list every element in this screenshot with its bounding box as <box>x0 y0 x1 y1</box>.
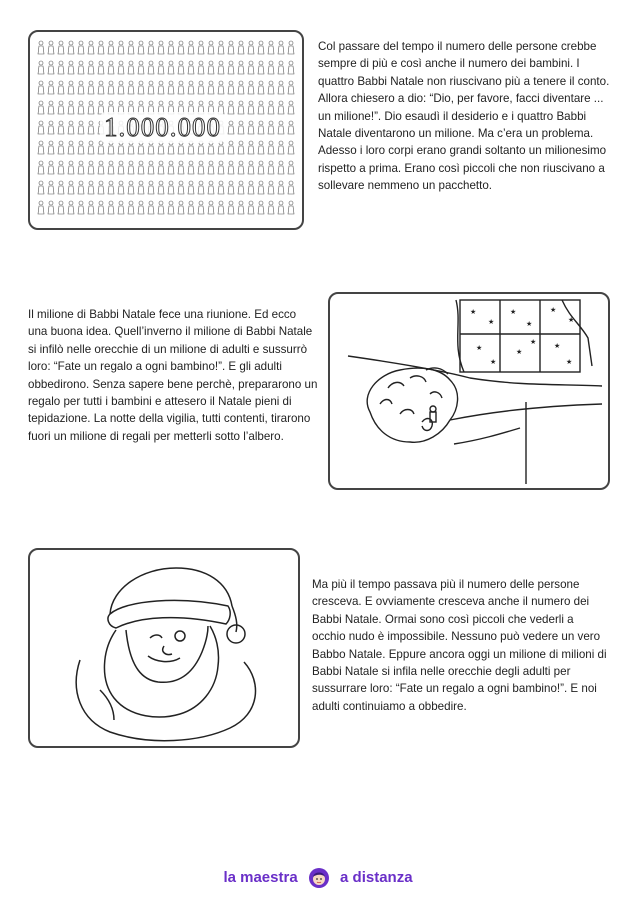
brand-left-text: la maestra <box>223 868 298 886</box>
tiny-santa-figure <box>248 181 254 194</box>
tiny-santa-figure <box>68 141 74 154</box>
tiny-santa-figure <box>88 61 94 74</box>
tiny-santa-figure <box>48 41 54 54</box>
tiny-santa-figure <box>118 61 124 74</box>
tiny-santa-figure <box>108 201 114 214</box>
tiny-santa-figure <box>98 201 104 214</box>
tiny-santa-figure <box>188 81 194 94</box>
svg-text:★: ★ <box>476 344 483 352</box>
tiny-santa-figure <box>248 141 254 154</box>
tiny-santa-figure <box>168 41 174 54</box>
tiny-santa-figure <box>158 161 164 174</box>
tiny-santa-figure <box>38 141 44 154</box>
tiny-santa-figure <box>228 101 234 114</box>
tiny-santa-figure <box>238 41 244 54</box>
sleeping-adult-illustration <box>328 292 610 490</box>
tiny-santa-figure <box>188 181 194 194</box>
tiny-santa-figure <box>218 41 224 54</box>
tiny-santa-figure <box>208 41 214 54</box>
tiny-santa-figure <box>178 41 184 54</box>
tiny-santa-figure <box>198 201 204 214</box>
tiny-santa-figure <box>148 201 154 214</box>
tiny-santa-figure <box>268 101 274 114</box>
tiny-santa-figure <box>238 141 244 154</box>
tiny-santa-figure <box>98 141 104 154</box>
tiny-santa-figure <box>98 81 104 94</box>
tiny-santa-figure <box>138 161 144 174</box>
tiny-santa-figure <box>238 81 244 94</box>
tiny-santa-figure <box>118 201 124 214</box>
tiny-santa-figure <box>178 61 184 74</box>
tiny-santa-figure <box>158 181 164 194</box>
svg-text:★: ★ <box>530 338 537 346</box>
tiny-santa-figure <box>288 41 294 54</box>
tiny-santa-figure <box>288 121 294 134</box>
tiny-santa-figure <box>48 81 54 94</box>
svg-text:★: ★ <box>490 358 497 366</box>
tiny-santa-figure <box>168 201 174 214</box>
tiny-santa-figure <box>268 201 274 214</box>
tiny-santa-figure <box>58 61 64 74</box>
tiny-santa-figure <box>268 181 274 194</box>
svg-text:★: ★ <box>550 306 557 314</box>
tiny-santa-figure <box>98 61 104 74</box>
tiny-santa-figure <box>248 61 254 74</box>
tiny-santa-figure <box>38 181 44 194</box>
tiny-santa-figure <box>128 61 134 74</box>
tiny-santa-figure <box>48 181 54 194</box>
tiny-santa-figure <box>238 161 244 174</box>
tiny-santa-figure <box>48 161 54 174</box>
tiny-santa-figure <box>138 181 144 194</box>
tiny-santa-figure <box>78 201 84 214</box>
tiny-santa-figure <box>208 201 214 214</box>
tiny-santa-figure <box>288 81 294 94</box>
tiny-santa-figure <box>198 41 204 54</box>
tiny-santa-figure <box>48 141 54 154</box>
tiny-santa-figure <box>278 161 284 174</box>
tiny-santa-figure <box>218 61 224 74</box>
tiny-santa-figure <box>278 41 284 54</box>
tiny-santa-figure <box>208 61 214 74</box>
tiny-santa-figure <box>68 61 74 74</box>
tiny-santa-figure <box>48 121 54 134</box>
tiny-santa-figure <box>128 41 134 54</box>
tiny-santa-figure <box>68 201 74 214</box>
tiny-santa-figure <box>148 41 154 54</box>
tiny-santa-figure <box>58 121 64 134</box>
tiny-santa-figure <box>58 41 64 54</box>
tiny-santa-figure <box>78 161 84 174</box>
tiny-santa-figure <box>68 181 74 194</box>
tiny-santa-figure <box>118 181 124 194</box>
tiny-santa-figure <box>208 81 214 94</box>
tiny-santa-figure <box>258 121 264 134</box>
million-santas-illustration <box>28 30 304 230</box>
tiny-santa-figure <box>268 61 274 74</box>
tiny-santa-figure <box>48 201 54 214</box>
tiny-santa-figure <box>68 81 74 94</box>
tiny-santa-figure <box>38 81 44 94</box>
tiny-santa-figure <box>58 141 64 154</box>
tiny-santa-figure <box>138 41 144 54</box>
tiny-santa-figure <box>218 181 224 194</box>
tiny-santa-figure <box>138 201 144 214</box>
tiny-santa-figure <box>38 161 44 174</box>
tiny-santa-figure <box>248 121 254 134</box>
tiny-santa-figure <box>218 201 224 214</box>
tiny-santa-figure <box>228 201 234 214</box>
svg-text:★: ★ <box>554 342 561 350</box>
tiny-santa-figure <box>268 121 274 134</box>
tiny-santa-figure <box>198 181 204 194</box>
tiny-santa-figure <box>38 61 44 74</box>
tiny-santa-figure <box>138 61 144 74</box>
tiny-santa-figure <box>68 41 74 54</box>
tiny-santa-figure <box>228 81 234 94</box>
tiny-santa-figure <box>148 181 154 194</box>
tiny-santa-figure <box>78 121 84 134</box>
tiny-santa-figure <box>228 181 234 194</box>
tiny-santa-figure <box>158 61 164 74</box>
tiny-santa-figure <box>78 61 84 74</box>
tiny-santa-figure <box>98 41 104 54</box>
tiny-santa-figure <box>168 81 174 94</box>
tiny-santa-figure <box>198 161 204 174</box>
tiny-santa-figure <box>38 101 44 114</box>
tiny-santa-figure <box>268 81 274 94</box>
tiny-santa-figure <box>68 121 74 134</box>
tiny-santa-figure <box>238 121 244 134</box>
tiny-santa-figure <box>88 141 94 154</box>
tiny-santa-figure <box>88 41 94 54</box>
tiny-santa-figure <box>58 81 64 94</box>
tiny-santa-figure <box>258 61 264 74</box>
tiny-santa-figure <box>228 161 234 174</box>
tiny-santa-figure <box>48 101 54 114</box>
tiny-santa-figure <box>78 141 84 154</box>
svg-text:★: ★ <box>568 316 575 324</box>
tiny-santa-figure <box>188 161 194 174</box>
tiny-santa-figure <box>258 201 264 214</box>
tiny-santa-figure <box>258 101 264 114</box>
tiny-santa-figure <box>38 201 44 214</box>
tiny-santa-figure <box>148 81 154 94</box>
section2-text: Il milione di Babbi Natale fece una riunione. Ed ecco una buona idea. Quell’inverno il milione di Babbi Natale si infilò nelle orecchie di un milione di adulti e sussurrò loro: “Fate un regalo a ogni bambino!”. E gli adulti obbedirono. Senza sapere bene perchè, prepararono un regalo per tutti i bambini e attesero il Natale pieni di tepidazione. La notte della vigilia, tutti contenti, tirarono fuori un milione di regali per metterli sotto l’albero. <box>28 308 318 443</box>
tiny-santa-figure <box>238 201 244 214</box>
tiny-santa-figure <box>88 101 94 114</box>
section3-text: Ma più il tempo passava più il numero delle persone cresceva. E ovviamente cresceva anche il numero dei Babbi Natale. Ormai sono così piccoli che vederli a occhio nudo è impossibile. Nessuno può vedere un vero Babbo Natale. Eppure ancora oggi un milione di milioni di Babbi Natale si infila nelle orecchie degli adulti per sussurrare loro: “Fate un regalo a ogni bambino!”. E noi adulti continuiamo a obbedire. <box>312 578 607 713</box>
tiny-santa-figure <box>188 41 194 54</box>
tiny-santa-figure <box>58 161 64 174</box>
tiny-santa-figure <box>268 141 274 154</box>
tiny-santa-figure <box>168 61 174 74</box>
svg-text:★: ★ <box>566 358 573 366</box>
tiny-santa-figure <box>228 141 234 154</box>
tiny-santa-figure <box>278 181 284 194</box>
santa-face-illustration <box>28 548 300 748</box>
tiny-santa-figure <box>178 161 184 174</box>
tiny-santa-figure <box>108 61 114 74</box>
tiny-santa-figure <box>118 161 124 174</box>
tiny-santa-figure <box>68 101 74 114</box>
tiny-santa-figure <box>128 161 134 174</box>
tiny-santa-figure <box>278 121 284 134</box>
tiny-santa-figure <box>148 61 154 74</box>
tiny-santa-figure <box>158 201 164 214</box>
tiny-santa-figure <box>128 181 134 194</box>
tiny-santa-figure <box>198 61 204 74</box>
sleeping-adult-drawing <box>330 294 608 488</box>
tiny-santa-figure <box>238 181 244 194</box>
tiny-santa-figure <box>78 181 84 194</box>
tiny-santa-figure <box>268 161 274 174</box>
tiny-santa-figure <box>108 181 114 194</box>
tiny-santa-figure <box>108 81 114 94</box>
tiny-santa-figure <box>88 81 94 94</box>
tiny-santa-figure <box>158 81 164 94</box>
tiny-santa-figure <box>278 141 284 154</box>
tiny-santa-figure <box>48 61 54 74</box>
tiny-santa-figure <box>78 101 84 114</box>
tiny-santa-figure <box>248 101 254 114</box>
svg-text:★: ★ <box>488 318 495 326</box>
tiny-santa-figure <box>228 61 234 74</box>
tiny-santa-figure <box>88 121 94 134</box>
svg-text:★: ★ <box>526 320 533 328</box>
tiny-santa-figure <box>88 161 94 174</box>
tiny-santa-figure <box>288 61 294 74</box>
tiny-santa-figure <box>38 121 44 134</box>
tiny-santa-figure <box>148 161 154 174</box>
tiny-santa-figure <box>258 161 264 174</box>
tiny-santa-figure <box>128 81 134 94</box>
tiny-santa-figure <box>68 161 74 174</box>
tiny-santa-figure <box>218 161 224 174</box>
tiny-santa-figure <box>118 81 124 94</box>
tiny-santa-figure <box>258 181 264 194</box>
tiny-santa-figure <box>288 141 294 154</box>
tiny-santa-figure <box>118 41 124 54</box>
tiny-santa-figure <box>288 161 294 174</box>
tiny-santa-figure <box>288 181 294 194</box>
tiny-santa-figure <box>138 81 144 94</box>
tiny-santa-figure <box>248 201 254 214</box>
tiny-santa-figure <box>228 121 234 134</box>
tiny-santa-figure <box>278 61 284 74</box>
tiny-santa-figure <box>78 41 84 54</box>
tiny-santa-figure <box>58 201 64 214</box>
tiny-santa-figure <box>108 161 114 174</box>
tiny-santa-figure <box>248 161 254 174</box>
tiny-santa-figure <box>98 181 104 194</box>
tiny-santa-figure <box>128 201 134 214</box>
tiny-santa-figure <box>288 201 294 214</box>
tiny-santa-figure <box>218 81 224 94</box>
tiny-santa-figure <box>168 181 174 194</box>
tiny-santa-figure <box>258 81 264 94</box>
svg-text:★: ★ <box>510 308 517 316</box>
tiny-santa-figure <box>158 41 164 54</box>
tiny-santa-figure <box>198 81 204 94</box>
tiny-santa-figure <box>248 81 254 94</box>
tiny-santa-figure <box>258 141 264 154</box>
tiny-santa-figure <box>98 161 104 174</box>
footer-brand <box>0 866 636 890</box>
tiny-santa-figure <box>178 81 184 94</box>
tiny-santa-figure <box>88 181 94 194</box>
tiny-santa-figure <box>188 61 194 74</box>
tiny-santa-figure <box>238 101 244 114</box>
tiny-santa-figure <box>208 161 214 174</box>
tiny-santa-figure <box>38 41 44 54</box>
tiny-santa-figure <box>248 41 254 54</box>
tiny-santa-figure <box>278 81 284 94</box>
tiny-santa-figure <box>178 181 184 194</box>
tiny-santa-figure <box>58 181 64 194</box>
tiny-santa-figure <box>208 181 214 194</box>
svg-text:★: ★ <box>470 308 477 316</box>
tiny-santa-figure <box>278 201 284 214</box>
tiny-santa-figure <box>238 61 244 74</box>
tiny-santa-figure <box>268 41 274 54</box>
tiny-santa-figure <box>188 201 194 214</box>
tiny-santa-figure <box>108 41 114 54</box>
section1-text: Col passare del tempo il numero delle persone crebbe sempre di più e così anche il numero dei bambini. I quattro Babbi Natale non riuscivano più a tenere il conto. Allora chiesero a dio: “Dio, per favore, facci diventare ... un milione!”. Dio esaudì il desiderio e i quattro Babbi Natale diventarono un milione. Ma c’era un problema. Adesso i loro corpi erano grandi soltanto un milionesimo rispetto a prima. Erano così piccoli che non riuscivano a sollevare nemmeno un pacchetto. <box>318 40 610 193</box>
tiny-santa-figure <box>278 101 284 114</box>
tiny-santa-figure <box>228 41 234 54</box>
brand-right-text: a distanza <box>340 868 413 886</box>
teacher-avatar-icon <box>308 866 330 890</box>
tiny-santa-figure <box>258 41 264 54</box>
tiny-santa-figure <box>78 81 84 94</box>
tiny-santa-figure <box>288 101 294 114</box>
tiny-santa-figure <box>178 201 184 214</box>
million-label: 1.000.000 <box>100 112 225 143</box>
tiny-santa-figure <box>88 201 94 214</box>
santa-face-drawing <box>30 550 298 746</box>
svg-text:★: ★ <box>516 348 523 356</box>
tiny-santa-figure <box>168 161 174 174</box>
tiny-santa-figure <box>58 101 64 114</box>
